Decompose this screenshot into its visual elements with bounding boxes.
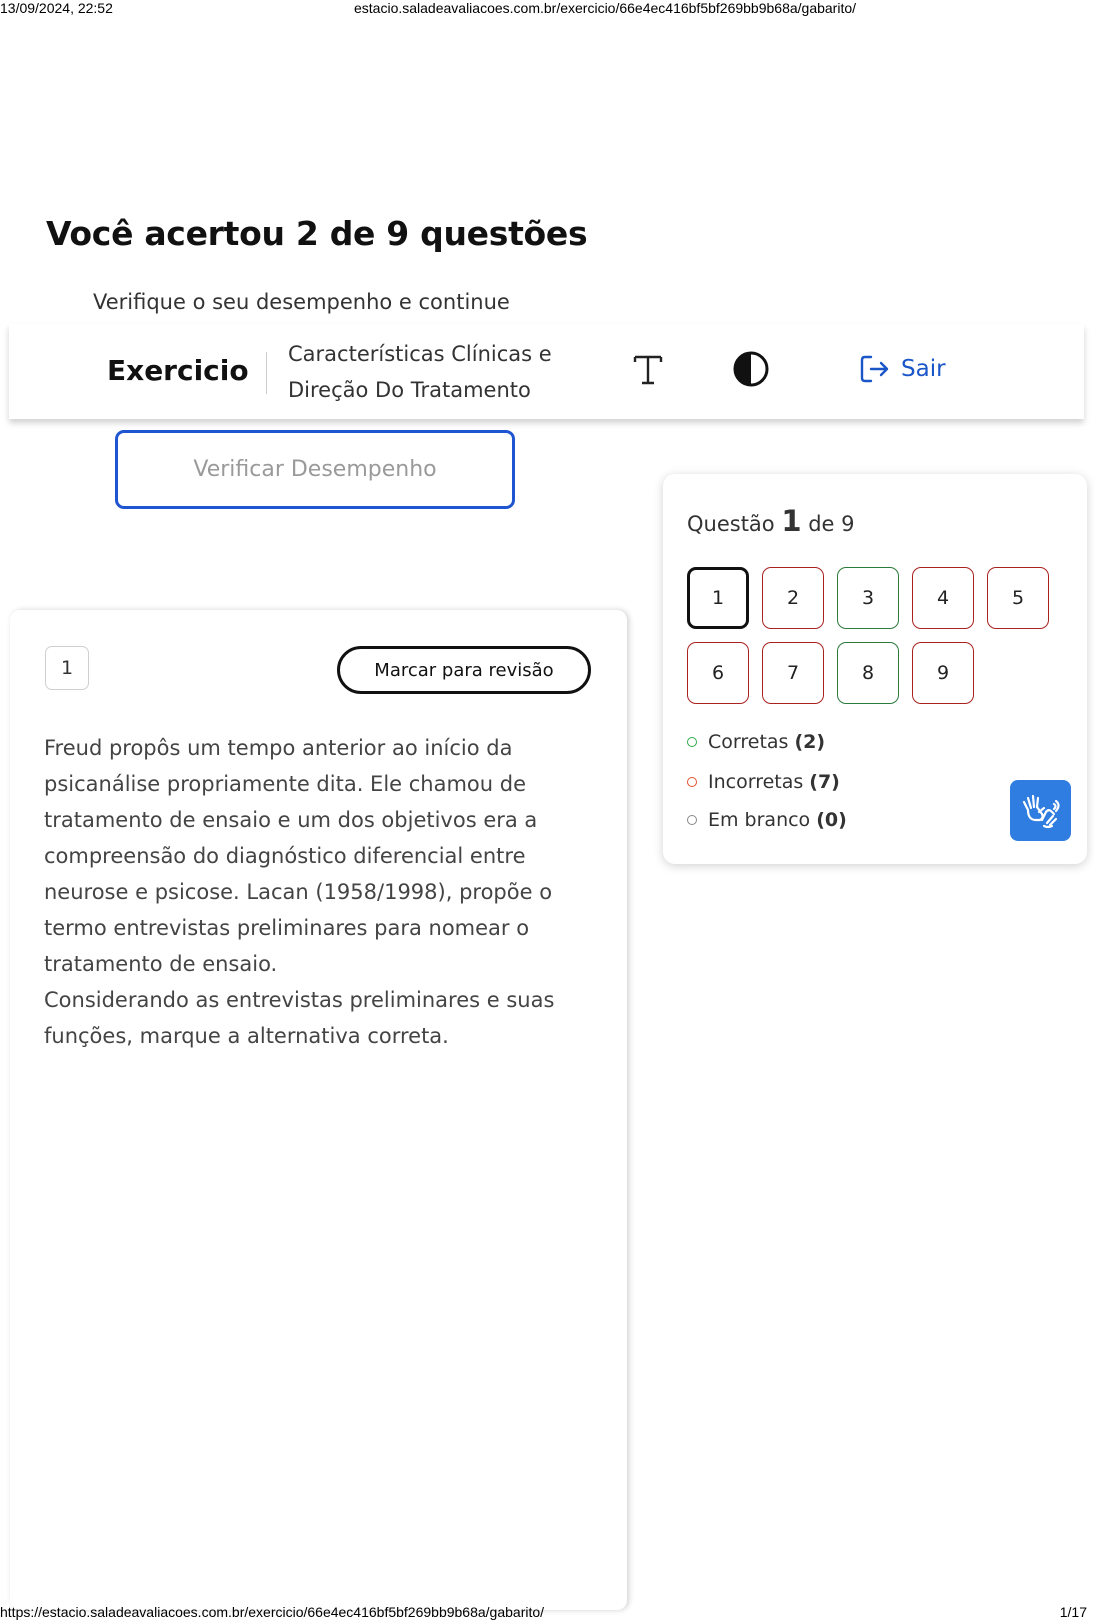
exit-label: Sair <box>901 356 946 382</box>
brand-title: Exercicio <box>107 354 249 387</box>
legend-count: (0) <box>816 809 847 831</box>
navigator-current: 1 <box>781 504 802 538</box>
brand-divider <box>266 352 267 394</box>
legend-item <box>687 771 840 793</box>
question-nav-button-1[interactable]: 1 <box>687 567 749 629</box>
print-page-number: 1/17 <box>1059 1604 1087 1620</box>
print-url: estacio.saladeavaliacoes.com.br/exercicio/66e4ec416bf5bf269bb9b68a/gabarito/ <box>354 0 857 16</box>
question-statement <box>44 730 604 1054</box>
exit-button[interactable] <box>859 350 946 388</box>
legend-label: Incorretas <box>708 771 804 793</box>
legend-item <box>687 809 847 831</box>
question-nav-button-2[interactable]: 2 <box>762 567 824 629</box>
question-navigator <box>663 474 1087 864</box>
print-footer <box>0 1604 1094 1622</box>
course-title-line-1: Características Clínicas e <box>288 342 552 366</box>
course-title-line-2: Direção Do Tratamento <box>288 378 531 402</box>
result-title: Você acertou 2 de 9 questões <box>46 214 588 253</box>
question-nav-button-8[interactable]: 8 <box>837 642 899 704</box>
verify-performance-button[interactable]: Verificar Desempenho <box>115 430 515 509</box>
question-nav-button-3[interactable]: 3 <box>837 567 899 629</box>
question-paragraph-2: Considerando as entrevistas preliminares e suas funções, marque a alternativa correta. <box>44 988 555 1048</box>
question-card <box>10 610 627 1610</box>
legend-label: Corretas <box>708 731 789 753</box>
question-number-badge: 1 <box>45 646 89 690</box>
course-title <box>288 336 588 408</box>
question-nav-button-9[interactable]: 9 <box>912 642 974 704</box>
navigator-heading <box>687 504 855 538</box>
sign-language-button[interactable] <box>1010 780 1071 841</box>
navigator-suffix: de 9 <box>808 512 855 536</box>
mark-for-review-button[interactable]: Marcar para revisão <box>337 646 591 694</box>
legend-dot-icon <box>687 777 697 787</box>
question-nav-button-7[interactable]: 7 <box>762 642 824 704</box>
exit-icon <box>859 353 891 385</box>
legend-dot-icon <box>687 815 697 825</box>
legend-item <box>687 731 825 753</box>
question-nav-button-5[interactable]: 5 <box>987 567 1049 629</box>
sign-language-hands-icon <box>1020 790 1062 832</box>
legend-count: (7) <box>809 771 840 793</box>
legend-label: Em branco <box>708 809 811 831</box>
contrast-icon[interactable] <box>732 350 770 388</box>
print-header <box>0 0 1094 18</box>
legend-count: (2) <box>794 731 826 753</box>
question-nav-button-6[interactable]: 6 <box>687 642 749 704</box>
print-datetime: 13/09/2024, 22:52 <box>0 0 113 16</box>
legend-dot-icon <box>687 737 697 747</box>
question-paragraph-1: Freud propôs um tempo anterior ao início da psicanálise propriamente dita. Ele chamou de tratamento de ensaio e um dos objetivos era a compreensão do diagnóstico diferencial entre neurose e psicose. Lacan (1958/1998), propõe o termo entrevistas preliminares para nomear o tratamento de ensaio. <box>44 736 553 976</box>
print-footer-url: https://estacio.saladeavaliacoes.com.br/exercicio/66e4ec416bf5bf269bb9b68a/gabarito/ <box>0 1604 545 1620</box>
result-subtitle: Verifique o seu desempenho e continue <box>93 290 510 314</box>
font-size-icon[interactable] <box>631 350 665 388</box>
top-bar <box>9 324 1084 419</box>
navigator-prefix: Questão <box>687 512 775 536</box>
question-nav-button-4[interactable]: 4 <box>912 567 974 629</box>
